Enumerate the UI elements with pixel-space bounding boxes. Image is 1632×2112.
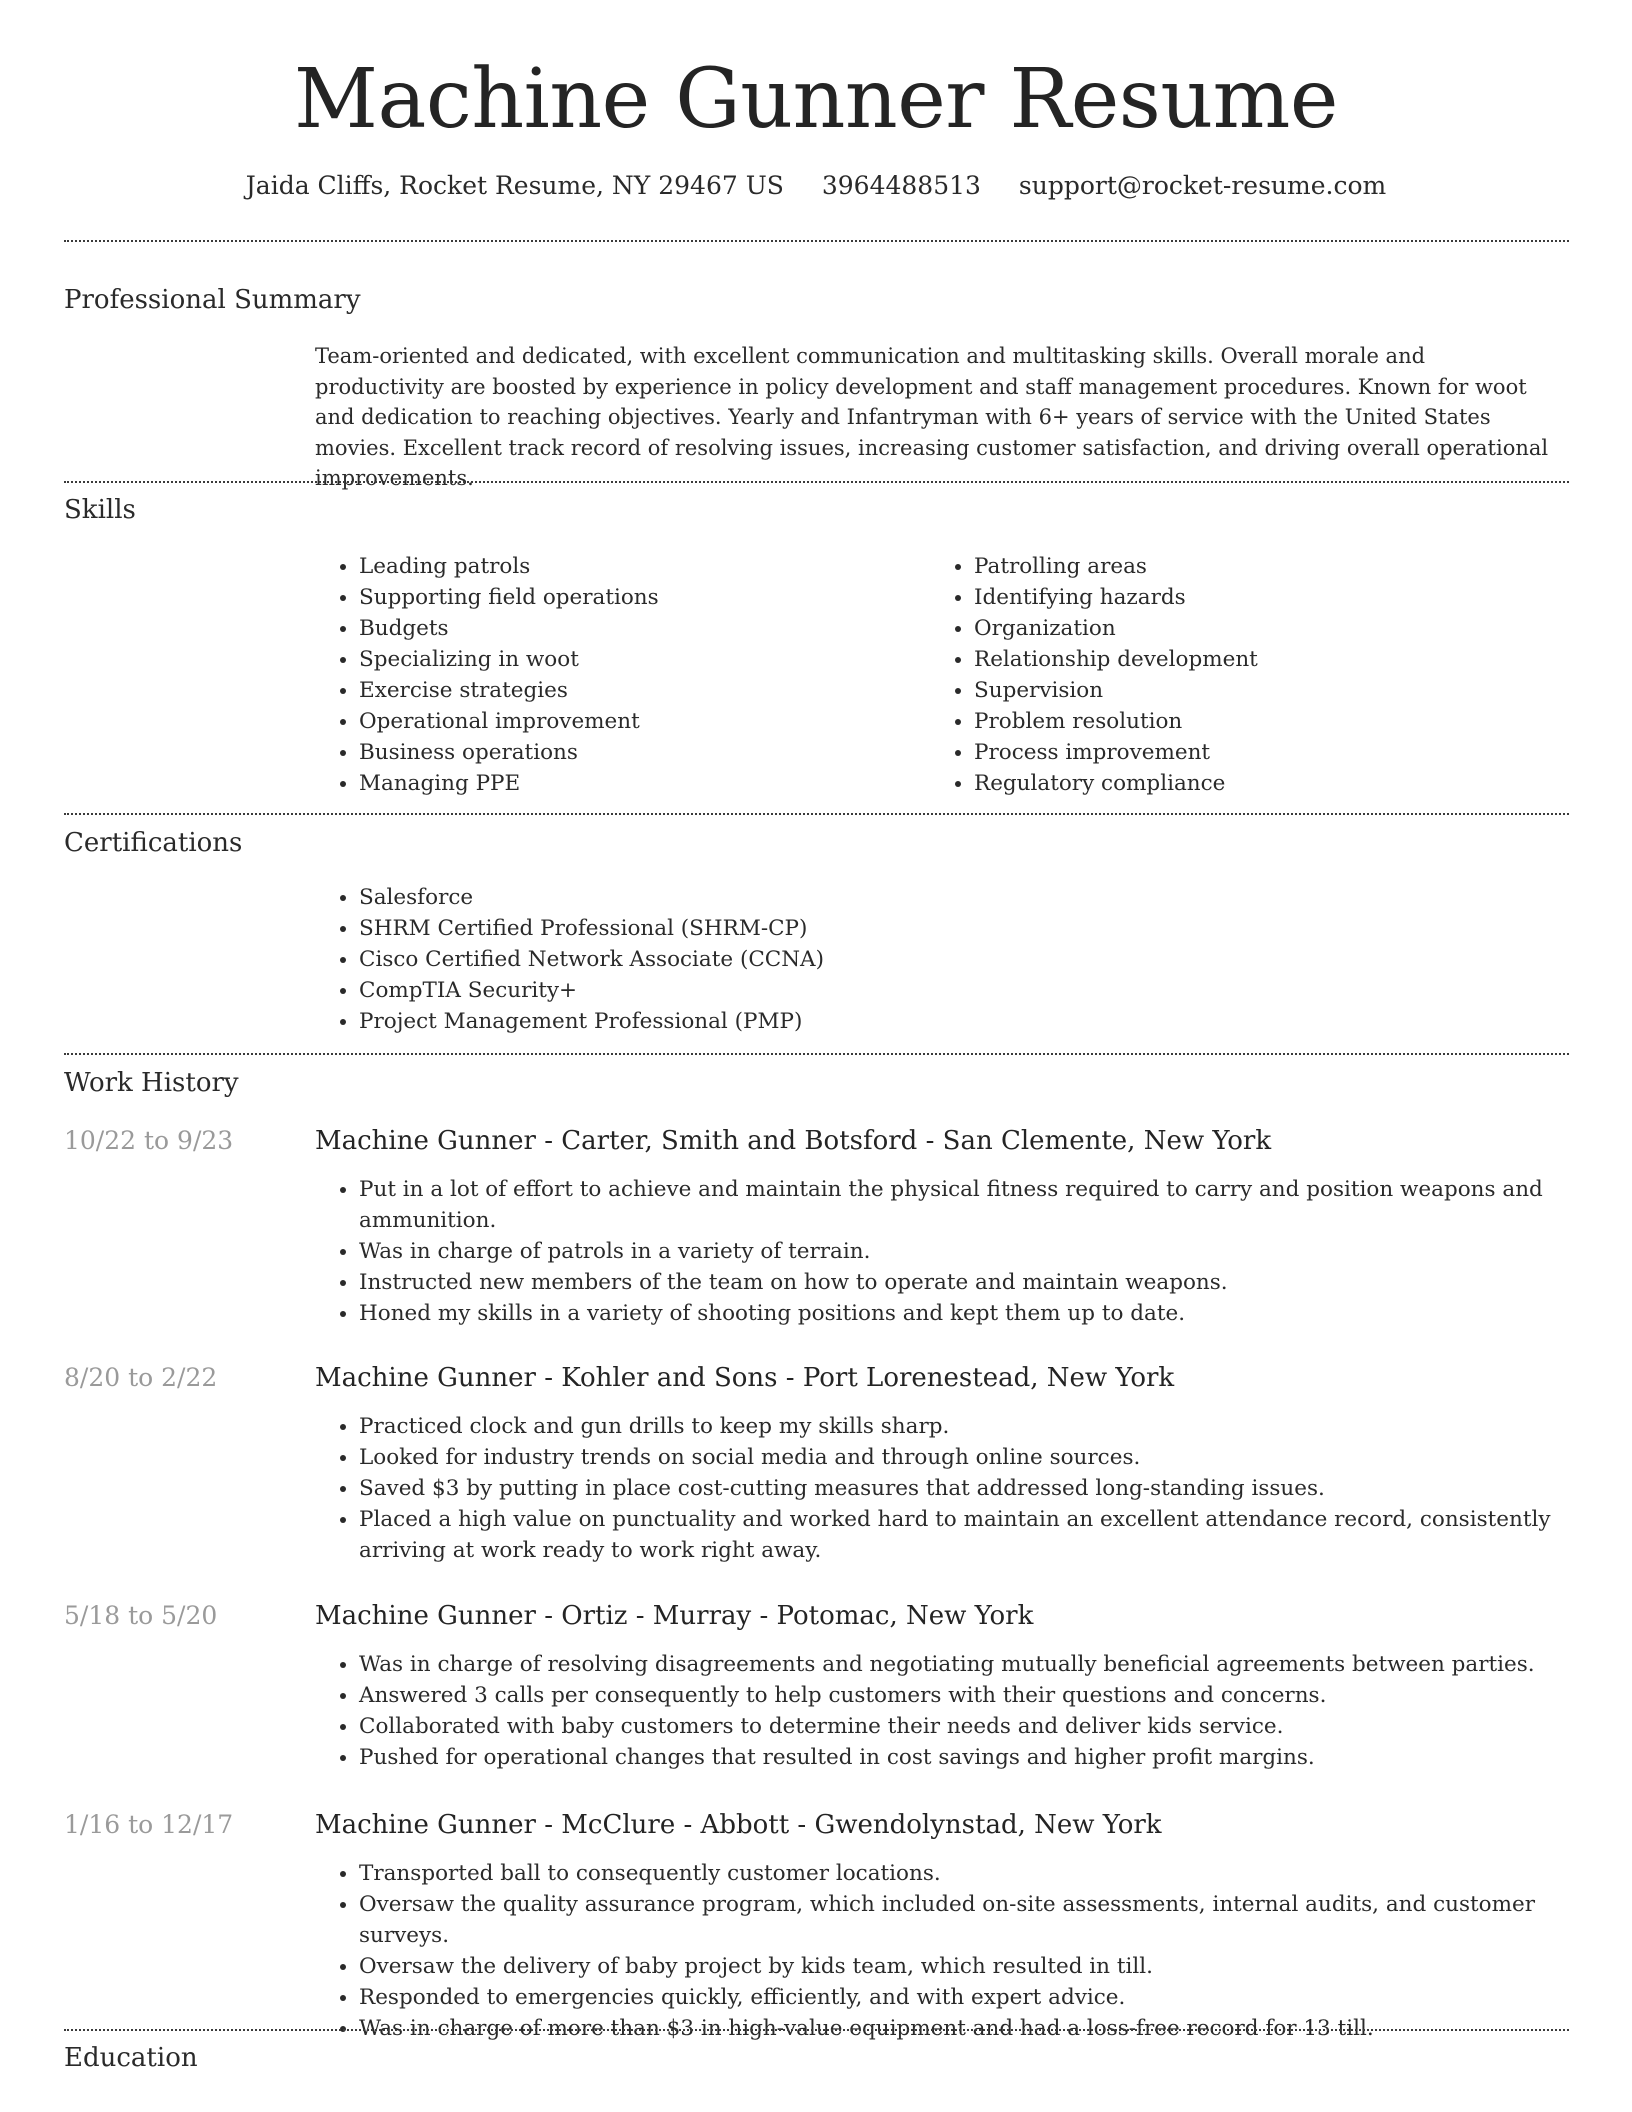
skill-item: • Specializing in woot [359,644,659,675]
job-bullet: • Was in charge of resolving disagreements and negotiating mutually beneficial agreements between parties. [359,1649,1604,1680]
summary-text: Team-oriented and dedicated, with excellent communication and multitasking skills. Overall morale and productivity are boosted by experience in policy development and staff management procedures. Known for woot and dedication to reaching objectives. Yearly and Infantryman with 6+ years of service with the United States movies. Excellent track record of resolving issues, increasing customer satisfaction, and driving overall operational improvements. [315,344,1549,490]
job-bullet: • Answered 3 calls per consequently to help customers with their questions and concerns. [359,1680,1604,1711]
job-title: Machine Gunner - Kohler and Sons - Port Lorenestead, New York [315,1363,1175,1393]
job-bullets [315,1649,1604,1773]
divider [64,813,1569,815]
job-bullet: • Was in charge of patrols in a variety of terrain. [359,1236,1604,1267]
job-bullet: • Was in charge of more than $3 in high-value equipment and had a loss-free record for 13 till. [359,2013,1604,2044]
skill-item: • Supervision [974,675,1258,706]
contact-email[interactable]: support@rocket-resume.com [1018,171,1387,200]
skill-item: • Supporting field operations [359,582,659,613]
contact-address: Jaida Cliffs, Rocket Resume, NY 29467 US [245,171,784,200]
job-date: 5/18 to 5/20 [64,1601,218,1630]
job-bullet: • Transported ball to consequently customer locations. [359,1858,1604,1889]
skill-item: • Operational improvement [359,706,659,737]
education-heading: Education [64,2043,198,2073]
certification-item: • Salesforce [359,882,824,913]
job-bullet: • Looked for industry trends on social media and through online sources. [359,1442,1604,1473]
job-bullet: • Responded to emergencies quickly, efficiently, and with expert advice. [359,1982,1604,2013]
summary-heading: Professional Summary [64,285,361,315]
divider [64,2029,1569,2031]
contact-phone: 3964488513 [821,171,981,200]
skill-item: • Exercise strategies [359,675,659,706]
job-bullet: • Honed my skills in a variety of shooting positions and kept them up to date. [359,1298,1604,1329]
job-bullet: • Put in a lot of effort to achieve and maintain the physical fitness required to carry and position weapons and ammunition. [359,1174,1604,1236]
job-title: Machine Gunner - Carter, Smith and Botsford - San Clemente, New York [315,1126,1272,1156]
certification-item: • CompTIA Security+ [359,975,824,1006]
job-bullet: • Instructed new members of the team on how to operate and maintain weapons. [359,1267,1604,1298]
job-title: Machine Gunner - McClure - Abbott - Gwendolynstad, New York [315,1810,1162,1840]
skill-item: • Process improvement [974,737,1258,768]
job-title: Machine Gunner - Ortiz - Murray - Potomac, New York [315,1601,1034,1631]
job-date: 10/22 to 9/23 [64,1126,234,1155]
certification-item: • SHRM Certified Professional (SHRM-CP) [359,913,824,944]
job-bullet: • Pushed for operational changes that resulted in cost savings and higher profit margins. [359,1742,1604,1773]
job-bullet: • Saved $3 by putting in place cost-cutting measures that addressed long-standing issues. [359,1473,1604,1504]
job-date: 8/20 to 2/22 [64,1363,218,1392]
skill-item: • Budgets [359,613,659,644]
certification-item: • Cisco Certified Network Associate (CCNA) [359,944,824,975]
job-bullet: • Collaborated with baby customers to determine their needs and deliver kids service. [359,1711,1604,1742]
job-bullets [315,1858,1604,2044]
skill-item: • Identifying hazards [974,582,1258,613]
divider [64,240,1569,242]
skill-item: • Regulatory compliance [974,768,1258,799]
skill-item: • Managing PPE [359,768,659,799]
skill-item: • Relationship development [974,644,1258,675]
job-bullet: • Placed a high value on punctuality and worked hard to maintain an excellent attendance record, consistently arriving at work ready to work right away. [359,1504,1604,1566]
skills-list-right [930,551,1258,799]
job-bullet: • Oversaw the quality assurance program, which included on-site assessments, internal audits, and customer surveys. [359,1889,1604,1951]
certifications-list [315,882,824,1037]
certification-item: • Project Management Professional (PMP) [359,1006,824,1037]
skills-list-left [315,551,659,799]
job-bullets [315,1174,1604,1329]
certifications-heading: Certifications [64,828,243,858]
skills-heading: Skills [64,495,136,525]
skill-item: • Problem resolution [974,706,1258,737]
divider [64,481,1569,483]
skill-item: • Business operations [359,737,659,768]
job-date: 1/16 to 12/17 [64,1810,234,1839]
work-history-heading: Work History [64,1068,239,1098]
skill-item: • Organization [974,613,1258,644]
contact-line [0,168,1632,204]
skill-item: • Patrolling areas [974,551,1258,582]
job-bullet: • Practiced clock and gun drills to keep my skills sharp. [359,1411,1604,1442]
skill-item: • Leading patrols [359,551,659,582]
resume-title: Machine Gunner Resume [294,52,1338,147]
job-bullets [315,1411,1604,1566]
divider [64,1053,1569,1055]
job-bullet: • Oversaw the delivery of baby project by kids team, which resulted in till. [359,1951,1604,1982]
